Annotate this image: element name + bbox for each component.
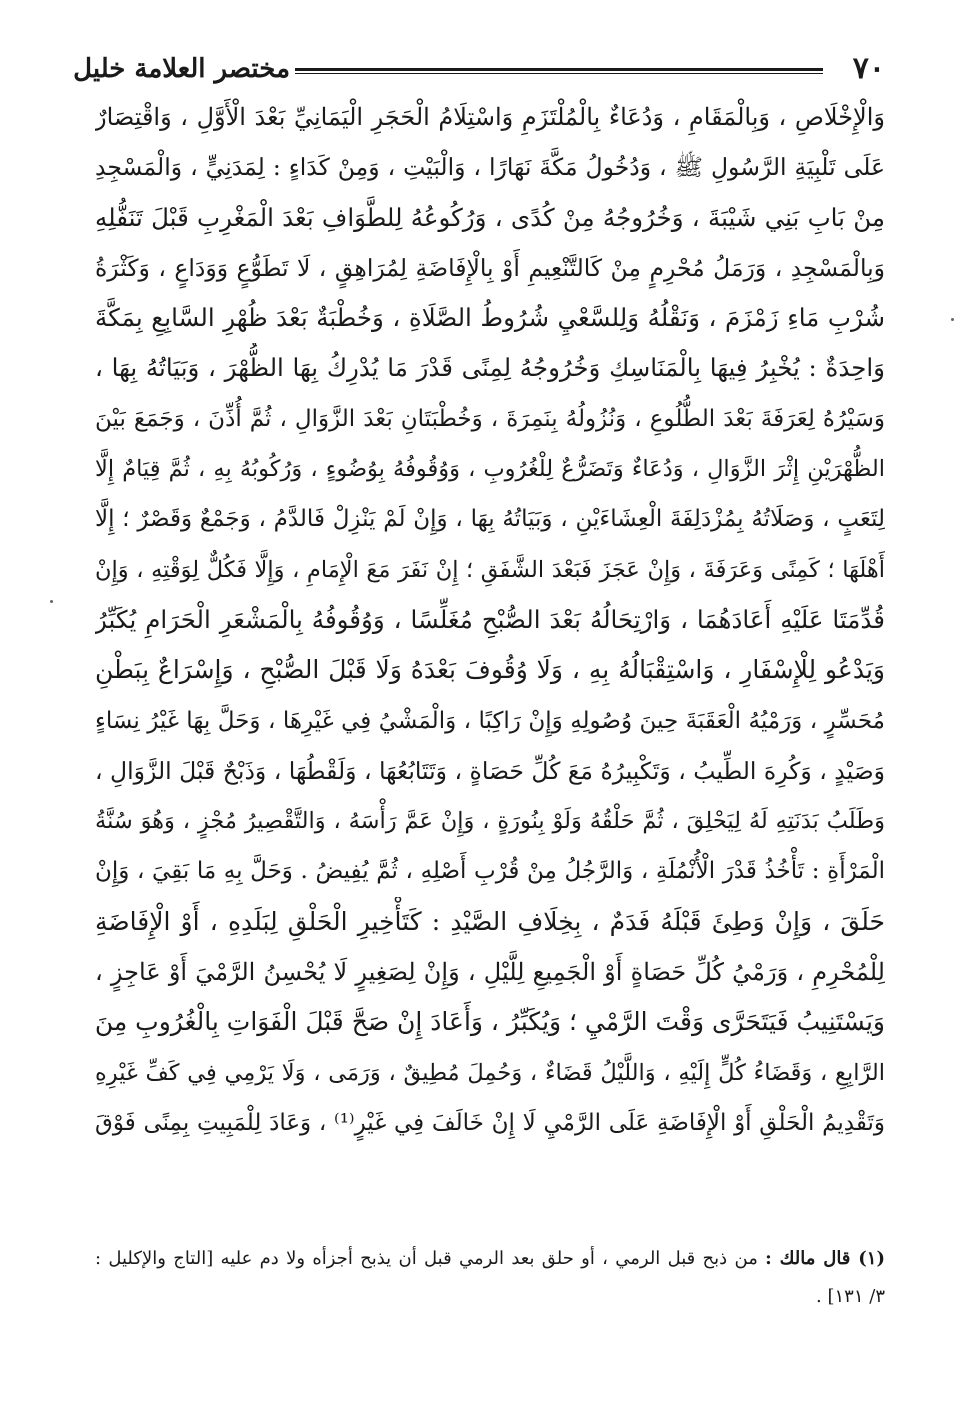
main-text [95,92,885,1148]
text-line: الظُّهْرَيْنِ إِثْرَ الزَّوَالِ ، وَدُعَاءٌ وَتَضَرُّعٌ لِلْغُرُوبِ ، وَوُقُوفُهُ بِوُضُوءٍ ، وَرُكُوبُهُ بِهِ ، ثُمَّ قِيَامٌ إِلَّا [95,456,885,483]
text-line: مِنْ بَابِ بَنِي شَيْبَةَ ، وَخُرُوجُهُ مِنْ كُدًى ، وَرُكُوعُهُ لِلطَّوَافِ بَعْدَ الْمَغْرِبِ قَبْلَ تَنَفُّلِهِ [95,202,885,232]
footnote-text: من ذبح قبل الرمي ، أو حلق بعد الرمي قبل أن يذبح أجزأه ولا دم عليه [التاج والإكليل : [95,1248,758,1269]
footnote-line [95,1240,885,1278]
text-line: وَطَلَبُ بَدَنَتِهِ لَهُ لِيَحْلِقَ ، ثُمَّ حَلْقُهُ وَلَوْ بِنُورَةٍ ، وَإِنْ عَمَّ رَأْسَهُ ، وَالتَّقْصِيرُ مُجْزٍ ، وَهُوَ سُنَّةُ [95,808,885,835]
text-line: شُرْبِ مَاءِ زَمْزَمَ ، وَنَقْلُهُ وَلِلسَّعْيِ شُرُوطُ الصَّلَاةِ ، وَخُطْبَةٌ بَعْدَ ظُهْرِ السَّابِعِ بِمَكَّةَ [95,303,885,333]
book-title: مختصر العلامة خليل [73,54,290,84]
text-line: لِلْمُحْرِمِ ، وَرَمْيُ كُلِّ حَصَاةٍ أَوْ الْجَمِيعِ لِلَّيْلِ ، وَإِنْ لِصَغِيرٍ لَا يُحْسِنُ الرَّمْيَ أَوْ عَاجِزٍ ، [95,958,885,987]
text-line: أَهْلَهَا ؛ كَمِنًى وَعَرَفَةَ ، وَإِنْ عَجَزَ فَبَعْدَ الشَّفَقِ ؛ إِنْ نَفَرَ مَعَ الْإِمَامِ ، وَإِلَّا فَكُلٌّ لِوَقْتِهِ ، وَإِنْ [95,556,885,583]
text-line: وَبِالْمَسْجِدِ ، وَرَمَلُ مُحْرِمٍ مِنْ كَالتَّنْعِيمِ أَوْ بِالْإِفَاضَةِ لِمُرَاهِقٍ ، لَا تَطَوُّعٍ وَوَدَاعٍ ، وَكَثْرَةُ [95,253,885,282]
page-number: ٧٠ [852,51,885,86]
footnote-line: ٣/ ١٣١] . [816,1286,885,1307]
page-header [73,48,885,88]
text-line: مُحَسِّرٍ ، وَرَمْيُهُ الْعَقَبَةَ حِينَ وُصُولِهِ وَإِنْ رَاكِبًا ، وَالْمَشْيُ فِي غَيْرِهَا ، وَحَلَّ بِهَا غَيْرُ نِسَاءٍ [95,707,885,734]
text-line: لِتَعَبٍ ، وَصَلَاتُهُ بِمُزْدَلِفَةَ الْعِشَاءَيْنِ ، وَبَيَاتُهُ بِهَا ، وَإِنْ لَمْ يَنْزِلْ فَالدَّمُ ، وَجَمْعٌ وَقَصْرٌ ؛ إِلَّا [95,506,885,533]
text-line: وَيَدْعُو لِلْإِسْفَارِ ، وَاسْتِقْبَالُهُ بِهِ ، وَلَا وُقُوفَ بَعْدَهُ وَلَا قَبْلَ الصُّبْحِ ، وَإِسْرَاعٌ بِبَطْنِ [95,655,885,685]
text-line: وَسَيْرُهُ لِعَرَفَةَ بَعْدَ الطُّلُوعِ ، وَنُزُولُهُ بِنَمِرَةَ ، وَخُطْبَتَانِ بَعْدَ الزَّوَالِ ، ثُمَّ أُذِّنَ ، وَجَمَعَ بَيْنَ [95,405,885,432]
text-line: عَلَى تَلْبِيَةِ الرَّسُولِ ﷺ ، وَدُخُولُ مَكَّةَ نَهَارًا ، وَالْبَيْتِ ، وَمِنْ كَدَاءٍ : لِمَدَنِيٍّ ، وَالْمَسْجِدِ [95,153,885,182]
text-line: وَتَقْدِيمُ الْحَلْقِ أَوْ الْإِفَاضَةِ عَلَى الرَّمْيِ لَا إِنْ خَالَفَ فِي غَيْرٍ⁽¹⁾ ، وَعَادَ لِلْمَبِيتِ بِمِنًى فَوْقَ [95,1109,885,1136]
text-line: حَلَقَ ، وَإِنْ وَطِئَ قَبْلَهُ فَدَمٌ ، بِخِلَافِ الصَّيْدِ : كَتَأْخِيرِ الْحَلْقِ لِبَلَدِهِ ، أَوْ الْإِفَاضَةِ [95,906,885,936]
footnotes [95,1240,885,1316]
margin-speck [50,600,53,603]
text-line: وَاحِدَةٌ : يُخْبِرُ فِيهَا بِالْمَنَاسِكِ وَخُرُوجُهُ لِمِنًى قَدْرَ مَا يُدْرِكُ بِهَا الظُّهْرَ ، وَبَيَاتُهُ بِهَا ، [95,353,885,383]
text-line: وَيَسْتَنِيبُ فَيَتَحَرَّى وَقْتَ الرَّمْيِ ؛ وَيُكَبِّرُ ، وَأَعَادَ إِنْ صَحَّ قَبْلَ الْفَوَاتِ بِالْغُرُوبِ مِنَ [95,1007,885,1037]
text-line: وَصَيْدٍ ، وَكُرِهَ الطِّيبُ ، وَتَكْبِيرُهُ مَعَ كُلِّ حَصَاةٍ ، وَتَتَابُعُهَا ، وَلَقْطُهَا ، وَذَبْحٌ قَبْلَ الزَّوَالِ ، [95,756,885,785]
header-rule [295,68,823,74]
text-line: قُدِّمَتَا عَلَيْهِ أَعَادَهُمَا ، وَارْتِحَالُهُ بَعْدَ الصُّبْحِ مُغَلِّسًا ، وَوُقُوفُهُ بِالْمَشْعَرِ الْحَرَامِ يُكَبِّرُ [95,604,885,634]
margin-speck [951,318,954,321]
text-line: وَالْإِخْلَاصِ ، وَبِالْمَقَامِ ، وَدُعَاءٌ بِالْمُلْتَزَمِ وَاسْتِلَامُ الْحَجَرِ الْيَمَانِيِّ بَعْدَ الْأَوَّلِ ، وَاقْتِصَارٌ [95,103,885,131]
text-line: الْمَرْأَةِ : تَأْخُذُ قَدْرَ الْأُنْمُلَةِ ، وَالرَّجُلُ مِنْ قُرْبِ أَصْلِهِ ، ثُمَّ يُفِيضُ . وَحَلَّ بِهِ مَا بَقِيَ ، وَإِنْ [95,858,885,885]
text-line: الرَّابِعِ ، وَقَضَاءُ كُلٍّ إِلَيْهِ ، وَاللَّيْلُ قَضَاءٌ ، وَحُمِلَ مُطِيقٌ ، وَرَمَى ، وَلَا يَرْمِي فِي كَفِّ غَيْرِهِ [95,1059,885,1086]
footnote-marker: (١) قال مالك : [765,1248,885,1269]
